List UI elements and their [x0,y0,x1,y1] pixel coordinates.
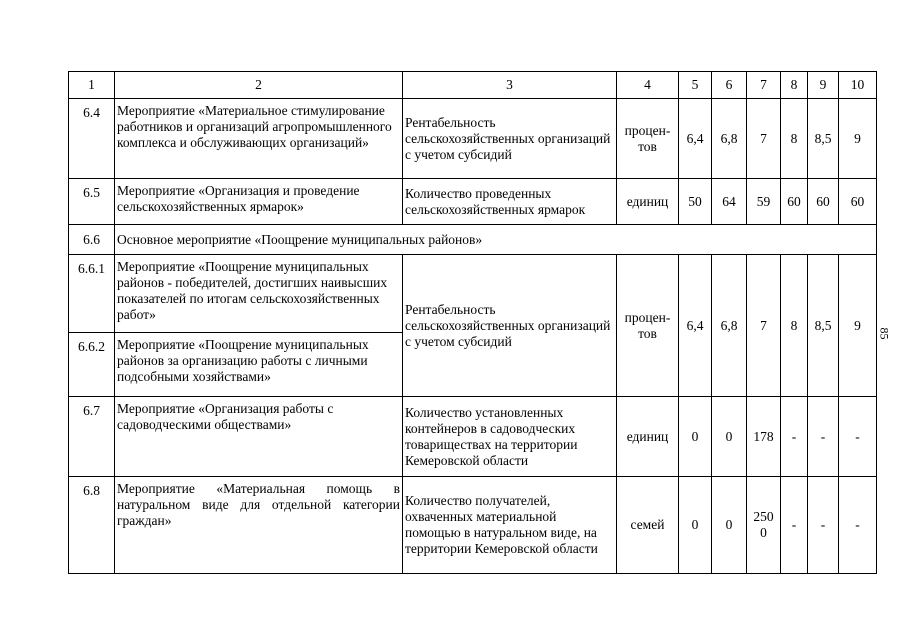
value-cell: 0 [712,397,747,477]
event-cell: Мероприятие «Организация работы с садоводческими обществами» [115,397,403,477]
value-cell: - [808,397,839,477]
value-cell: 250 0 [747,477,781,574]
value-cell: 178 [747,397,781,477]
value-cell: 60 [781,179,808,225]
header-cell: 6 [712,72,747,99]
value-cell: 64 [712,179,747,225]
unit-cell: процен-тов [617,255,679,397]
table-row [69,255,877,333]
event-cell: Мероприятие «Поощрение муниципальных районов за организацию работы с личными подсобными хозяйствами» [115,333,403,397]
value-cell: 8 [781,99,808,179]
value-cell: 8,5 [808,255,839,397]
value-cell: 60 [808,179,839,225]
indicator-cell: Рентабельность сельскохозяйственных организаций с учетом субсидий [403,99,617,179]
row-number: 6.5 [69,179,115,225]
header-cell: 10 [839,72,877,99]
event-cell: Мероприятие «Материальная помощь в натуральном виде для отдельной категории граждан» [115,477,403,574]
header-cell: 4 [617,72,679,99]
event-cell: Мероприятие «Организация и проведение сельскохозяйственных ярмарок» [115,179,403,225]
indicator-cell: Рентабельность сельскохозяйственных организаций с учетом субсидий [403,255,617,397]
indicators-table [68,71,877,574]
value-cell: 0 [679,397,712,477]
value-cell: - [781,397,808,477]
value-cell: 9 [839,99,877,179]
indicator-cell: Количество проведенных сельскохозяйственных ярмарок [403,179,617,225]
table-row [69,99,877,179]
event-cell: Мероприятие «Поощрение муниципальных районов - победителей, достигших наивысших показателей по итогам сельскохозяйственных работ» [115,255,403,333]
header-cell: 2 [115,72,403,99]
table-row [69,397,877,477]
header-cell: 3 [403,72,617,99]
value-cell: 6,8 [712,255,747,397]
value-cell: 8,5 [808,99,839,179]
indicator-cell: Количество получателей, охваченных материальной помощью в натуральном виде, на территории Кемеровской области [403,477,617,574]
row-number: 6.4 [69,99,115,179]
row-number: 6.6.2 [69,333,115,397]
value-cell: 6,4 [679,255,712,397]
value-cell: - [808,477,839,574]
unit-cell: процен-тов [617,99,679,179]
header-cell: 5 [679,72,712,99]
row-number: 6.6.1 [69,255,115,333]
value-cell: - [781,477,808,574]
unit-cell: единиц [617,397,679,477]
table-row [69,179,877,225]
value-cell: - [839,477,877,574]
table-row [69,477,877,574]
section-title: Основное мероприятие «Поощрение муниципальных районов» [115,225,877,255]
value-cell: 9 [839,255,877,397]
row-number: 6.8 [69,477,115,574]
value-cell: 60 [839,179,877,225]
header-cell: 1 [69,72,115,99]
event-cell: Мероприятие «Материальное стимулирование работников и организаций агропромышленного комплекса и обслуживающих организаций» [115,99,403,179]
value-cell: 59 [747,179,781,225]
value-cell: - [839,397,877,477]
header-cell: 7 [747,72,781,99]
page-number: 85 [877,327,892,340]
row-number: 6.7 [69,397,115,477]
unit-cell: единиц [617,179,679,225]
value-cell: 0 [679,477,712,574]
header-row [69,72,877,99]
value-cell: 6,8 [712,99,747,179]
unit-cell: семей [617,477,679,574]
value-cell: 7 [747,255,781,397]
value-cell: 8 [781,255,808,397]
value-cell: 6,4 [679,99,712,179]
indicator-cell: Количество установленных контейнеров в садоводческих товариществах на территории Кемеровской области [403,397,617,477]
value-cell: 0 [712,477,747,574]
header-cell: 8 [781,72,808,99]
table-row [69,225,877,255]
value-cell: 50 [679,179,712,225]
row-number: 6.6 [69,225,115,255]
header-cell: 9 [808,72,839,99]
value-cell: 7 [747,99,781,179]
